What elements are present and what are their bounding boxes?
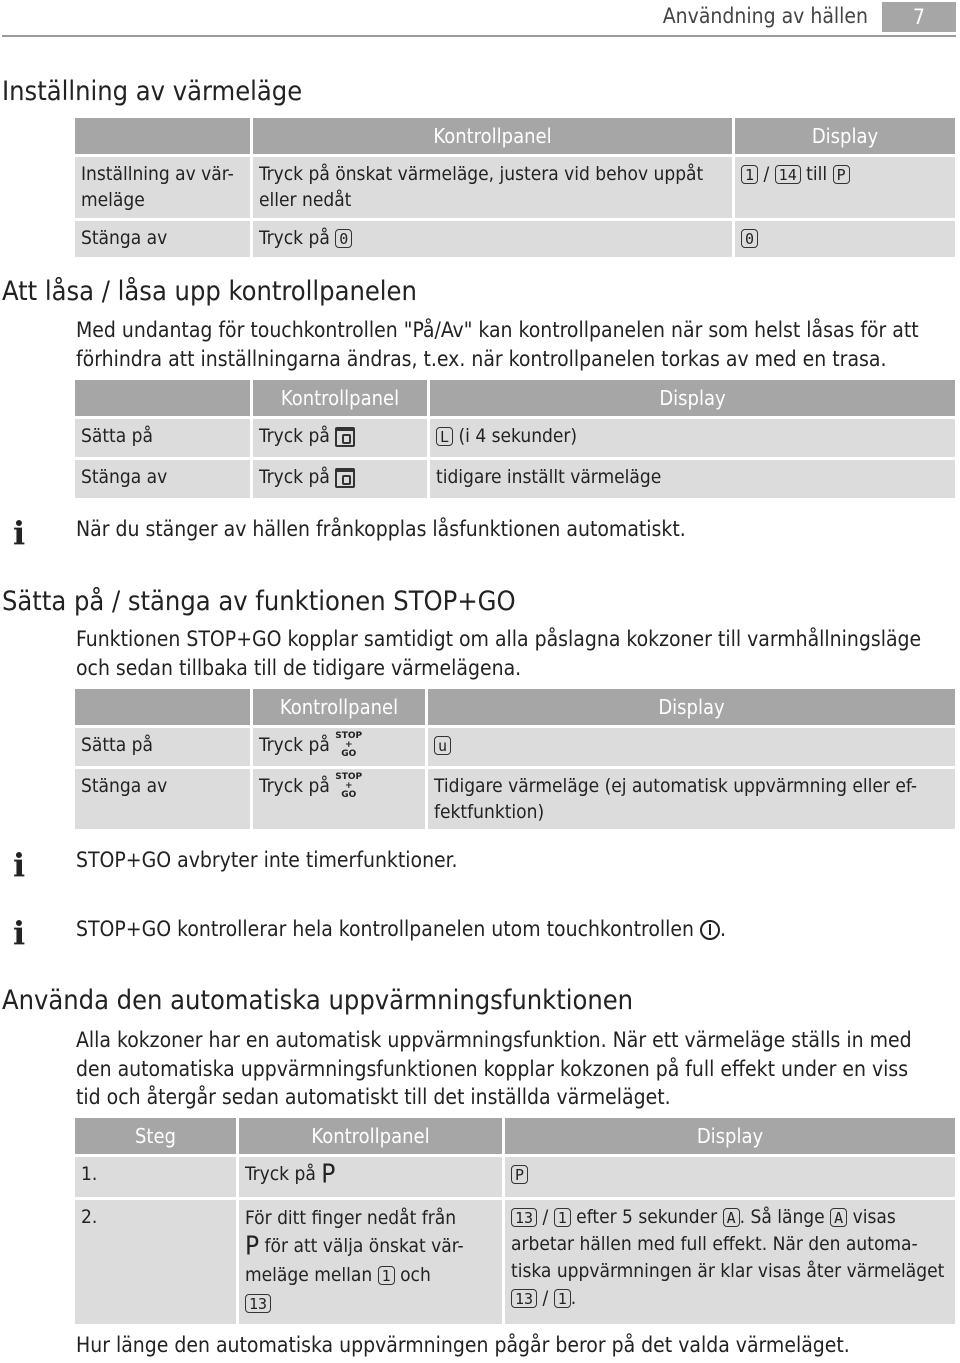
display-text: . (570, 1287, 577, 1309)
stop-go-icon (335, 773, 362, 800)
control-text-line: eller nedåt (259, 189, 352, 211)
p-key-icon: P (245, 1231, 260, 1262)
control-text: Tryck på (259, 227, 330, 249)
zero-key-icon: 0 (335, 229, 352, 248)
display-digit-icon: 13 (511, 1208, 537, 1227)
info-icon (2, 914, 44, 952)
table-cell-control (253, 419, 427, 457)
lock-icon (335, 427, 355, 447)
intro-paragraph-line: Funktionen STOP+GO kopplar samtidigt om alla påslagna kokzoner till varmhållningsläge (76, 627, 922, 651)
table-row-label (75, 157, 250, 218)
control-text-line (245, 1289, 496, 1317)
go-label: GO (341, 749, 357, 759)
info-note: När du stänger av hällen frånkopplas låsfunktionen automatiskt. (76, 517, 686, 541)
table-cell-control (239, 1200, 502, 1324)
table-header-display: Display (735, 118, 955, 154)
control-text: Tryck på (259, 466, 330, 488)
display-digit-icon: 1 (554, 1289, 571, 1308)
separator: / (763, 163, 770, 185)
go-label: GO (341, 790, 357, 800)
table-cell-control (253, 728, 425, 766)
table-row-label: Stänga av (75, 221, 250, 257)
table-cell-control (253, 157, 732, 218)
till-text: till (806, 163, 828, 185)
table-cell-control (239, 1157, 502, 1197)
info-icon (2, 514, 44, 552)
info-note (76, 915, 726, 944)
control-text-line: För ditt finger nedåt från (245, 1207, 457, 1229)
control-text: meläge mellan (245, 1263, 373, 1286)
display-digit-icon: u (434, 736, 451, 755)
intro-paragraph-line: Alla kokzoner har en automatisk uppvärmningsfunktion. När ett värmeläge ställs in med (76, 1028, 912, 1052)
display-text: efter 5 sekunder (576, 1206, 718, 1228)
intro-paragraph-line: och sedan tillbaka till de tidigare värmelägena. (76, 656, 522, 680)
intro-paragraph-line: förhindra att inställningarna ändras, t.ex. när kontrollpanelen torkas av med en trasa. (76, 347, 887, 371)
display-digit-icon: 1 (378, 1266, 395, 1285)
page-number: 7 (882, 2, 956, 32)
display-digit-icon: P (833, 165, 850, 184)
table-cell-display (735, 221, 955, 257)
table-row-label: Sätta på (75, 419, 250, 457)
display-digit-icon: P (511, 1165, 528, 1184)
display-text-line (511, 1285, 949, 1312)
control-text: för att välja önskat vär- (264, 1235, 464, 1257)
control-text: och (400, 1263, 431, 1286)
info-note-end: . (720, 917, 727, 941)
display-text-line: tiska uppvärmningen är klar visas åter värmeläget (511, 1260, 945, 1282)
control-text: Tryck på (259, 425, 330, 447)
header-rule (2, 35, 956, 37)
info-icon (2, 846, 44, 884)
table-header-empty (75, 118, 250, 154)
stop-label: STOP (335, 772, 363, 782)
display-text: (i 4 sekunder) (458, 425, 578, 447)
table-header-empty (75, 380, 250, 416)
table-row-step: 2. (75, 1200, 236, 1324)
control-text-line (245, 1232, 496, 1261)
plus-label: + (344, 781, 353, 791)
section-title-lock: Att låsa / låsa upp kontrollpanelen (2, 276, 417, 307)
running-header-title: Användning av hällen (662, 4, 868, 28)
display-text: visas (852, 1206, 896, 1228)
control-text: Tryck på (259, 775, 330, 797)
table-header-empty (75, 689, 250, 725)
control-text: Tryck på (259, 734, 330, 756)
table-cell-display (505, 1157, 955, 1197)
control-text-line: Tryck på önskat värmeläge, justera vid behov uppåt (259, 163, 704, 185)
stop-go-icon (335, 732, 362, 759)
table-row-label: Stänga av (75, 769, 250, 829)
footer-note: Hur länge den automatiska uppvärmningen pågår beror på det valda värmeläget. (76, 1333, 850, 1357)
table-row-label: Sätta på (75, 728, 250, 766)
intro-paragraph-line: den automatiska uppvärmningsfunktionen kopplar kokzonen på full effekt under en viss (76, 1057, 909, 1081)
table-cell-display: tidigare inställt värmeläge (430, 460, 955, 498)
table-header-step: Steg (75, 1118, 236, 1154)
control-text: Tryck på (245, 1163, 316, 1185)
display-text-line: arbetar hällen med full effekt. När den automa- (511, 1233, 918, 1255)
plus-label: + (344, 740, 353, 750)
table-row-label: Stänga av (75, 460, 250, 498)
info-note: STOP+GO avbryter inte timerfunktioner. (76, 848, 458, 872)
table-cell-control (253, 221, 732, 257)
power-icon (700, 920, 720, 940)
table-header-control: Kontrollpanel (253, 118, 732, 154)
display-text: . Så länge (739, 1206, 825, 1228)
section-title-auto-heat: Använda den automatiska uppvärmningsfunktionen (2, 985, 634, 1016)
table-row-step: 1. (75, 1157, 236, 1197)
table-cell-display (428, 769, 955, 829)
row-label-line: Inställning av vär- (81, 163, 234, 185)
display-digit-icon: 14 (775, 165, 801, 184)
intro-paragraph-line: Med undantag för touchkontrollen "På/Av" kan kontrollpanelen när som helst låsas för att (76, 318, 919, 342)
table-cell-display (735, 157, 955, 218)
table-header-control: Kontrollpanel (239, 1118, 502, 1154)
display-text-line (511, 1204, 949, 1231)
table-cell-control (253, 769, 425, 829)
display-digit-icon: 13 (245, 1294, 271, 1313)
info-note-text: STOP+GO kontrollerar hela kontrollpanelen utom touchkontrollen (76, 917, 695, 941)
p-key-icon: P (321, 1159, 336, 1190)
table-cell-display (505, 1200, 955, 1324)
display-digit-icon: A (830, 1208, 847, 1227)
table-header-control: Kontrollpanel (253, 689, 425, 725)
stop-label: STOP (335, 731, 363, 741)
display-digit-icon: 1 (554, 1208, 571, 1227)
table-header-display: Display (430, 380, 955, 416)
display-text-line: fektfunktion) (434, 801, 545, 823)
display-digit-icon: A (723, 1208, 740, 1227)
table-cell-display (428, 728, 955, 766)
display-digit-icon: L (436, 427, 453, 446)
display-digit-icon: 1 (741, 165, 758, 184)
section-title-heat-setting: Inställning av värmeläge (2, 76, 303, 107)
separator: / (542, 1206, 549, 1228)
display-digit-icon: 13 (511, 1289, 537, 1308)
section-title-stopgo: Sätta på / stänga av funktionen STOP+GO (2, 586, 516, 617)
intro-paragraph-line: tid och återgår sedan automatiskt till det inställda värmeläget. (76, 1085, 671, 1109)
lock-icon (335, 468, 355, 488)
display-text-line: Tidigare värmeläge (ej automatisk uppvärmning eller ef- (434, 775, 918, 797)
separator: / (542, 1287, 549, 1309)
control-text-line (245, 1261, 496, 1289)
table-header-display: Display (428, 689, 955, 725)
display-digit-icon: 0 (741, 229, 758, 248)
table-header-display: Display (505, 1118, 955, 1154)
table-cell-control (253, 460, 427, 498)
row-label-line: meläge (81, 189, 145, 211)
table-cell-display (430, 419, 955, 457)
table-header-control: Kontrollpanel (253, 380, 427, 416)
